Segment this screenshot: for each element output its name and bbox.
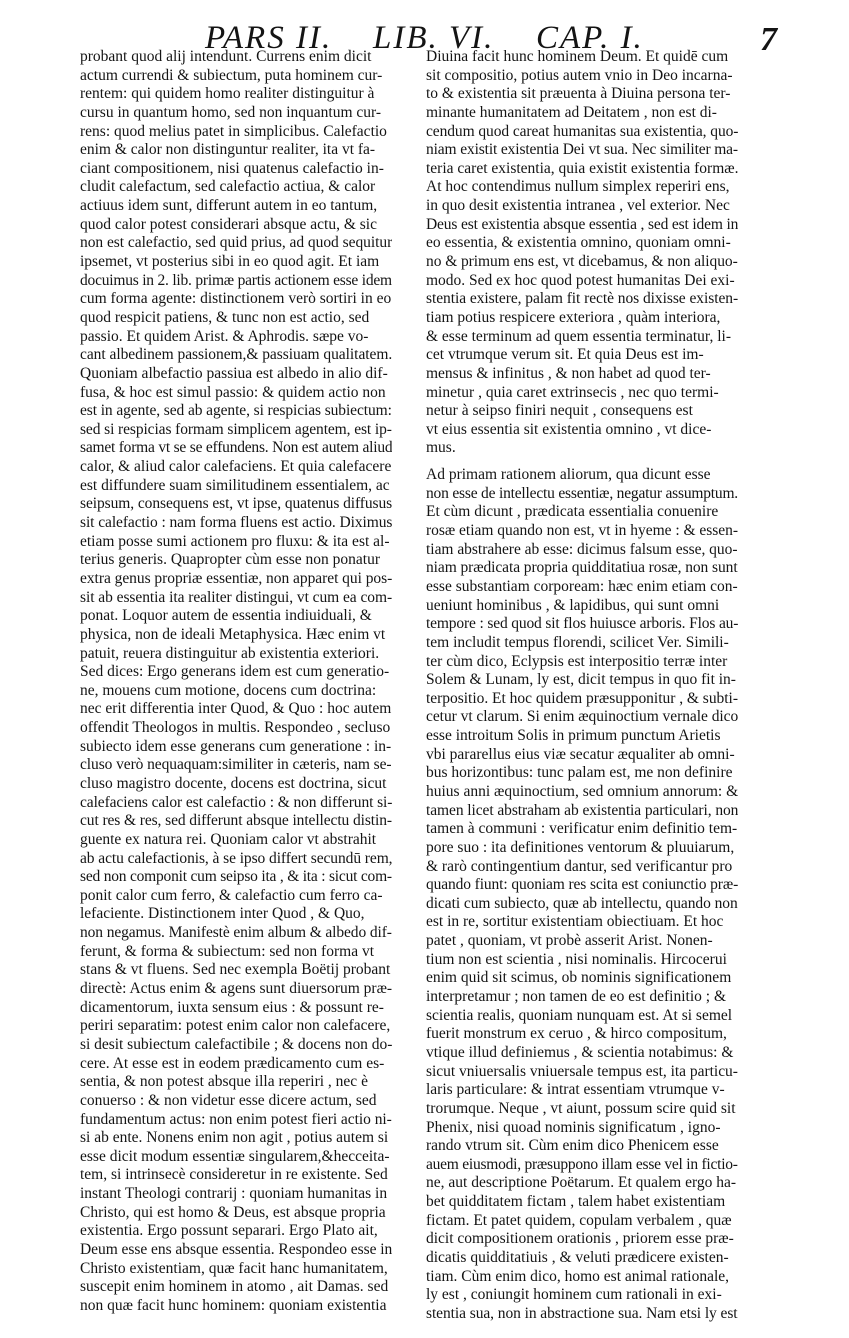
text-line: fictam. Et patet quidem, copulam verbalem , quæ (426, 1211, 732, 1229)
text-line: minante humanitatem ad Deitatem , non est di- (426, 103, 717, 121)
text-line: tempore : sed quod sit flos huiusce arboris. Flos au- (426, 615, 738, 633)
text-line: ciant compositionem, nisi quatenus calefactio in- (80, 159, 384, 177)
right-text-column (426, 48, 738, 1324)
text-line: non esse de intellectu essentiæ, negatur assumptum. (426, 484, 738, 502)
text-line: cut res & res, sed differunt absque intellectu distin- (80, 812, 392, 830)
text-line: laris particulare: & intrat essentiam vtrumque v- (426, 1081, 725, 1099)
text-line: cluso verò nequaquam:similiter in cæteris, nam se- (80, 756, 392, 774)
text-line: Ad primam rationem aliorum, qua dicunt esse (426, 466, 711, 484)
text-line: extra genus propriæ essentiæ, non apparet qui pos- (80, 569, 392, 587)
text-line: tiam potius respicere exteriora , quàm interiora, (426, 308, 721, 326)
text-line: cluso magistro docente, docens est doctrina, sicut (80, 774, 387, 792)
text-line: physica, non de ideali Metaphysica. Hæc enim vt (80, 625, 386, 643)
text-line: actiuus idem sunt, differunt autem in eo tantum, (80, 197, 378, 215)
text-line: ponit calor cum ferro, & calefactio cum ferro ca- (80, 886, 383, 904)
text-line: ferunt, & forma & subiectum: sed non forma vt (80, 942, 375, 960)
text-line: est diffundere suam similitudinem essentialem, ac (80, 476, 390, 494)
left-text-column (80, 48, 392, 1316)
text-line: cet vtrumque verum sit. Et quia Deus est im- (426, 346, 704, 364)
text-line: cludit calefactum, sed calefactio actiua, & calor (80, 178, 376, 196)
text-line: sed non componit cum seipso ita , & ita : sicut com- (80, 868, 392, 886)
text-line: in quo desit existentia intranea , vel exterior. Nec (426, 197, 730, 215)
text-line: auem eiusmodi, præsuppono illam esse vel in fictio- (426, 1155, 738, 1173)
text-line: tiam abstrahere ab esse: dicimus falsum esse, quo- (426, 540, 738, 558)
text-line: conuerso : & non videtur esse dicere actum, sed (80, 1091, 377, 1109)
text-line: subiecto idem esse generans cum generatione : in- (80, 737, 392, 755)
text-line: rens: quod melius patet in simplicibus. Calefactio (80, 122, 387, 140)
text-line: vbi pararellus eius viæ secatur æqualiter ab omni- (426, 745, 735, 763)
text-line: modo. Sed ex hoc quod potest humanitas Dei exi- (426, 271, 735, 289)
text-line: stans & vt fluens. Sed nec exempla Boëtij probant (80, 961, 391, 979)
text-line: guente ex natura rei. Quoniam calor vt abstrahit (80, 830, 377, 848)
text-line: tem includit tempus florendi, scilicet Ver. Simili- (426, 633, 729, 651)
text-line: Quoniam albefactio passiua est albedo in alio dif- (80, 364, 388, 382)
header-book: LIB. VI. (373, 20, 495, 56)
text-line: Christo, qui est homo & Deus, est absque propria (80, 1203, 386, 1221)
text-line: sit calefactio : nam forma fluens est actio. Diximus (80, 514, 392, 532)
text-line: enim & calor non distinguntur realiter, ita vt fa- (80, 141, 376, 159)
text-line: lefaciente. Distinctionem inter Quod , & Quo, (80, 905, 365, 923)
text-line: vtique illud definiemus , & scientia notabimus: & (426, 1043, 734, 1061)
text-line: calor, & aliud calor calefaciens. Et quia calefacere (80, 458, 392, 476)
text-line: interpretamur ; non tamen de eo est definitio ; & (426, 988, 727, 1006)
text-line: niam existit existentia Dei vt sua. Nec similiter ma- (426, 141, 738, 159)
text-line: suscepit enim hominem in atomo , ait Damas. sed (80, 1278, 389, 1296)
text-line: nec erit differentia inter Quod, & Quo : hoc autem (80, 700, 392, 718)
text-line: Christo existentiam, quæ facit hanc humanitatem, (80, 1259, 388, 1277)
text-line: patet , quoniam, vt probè asserit Arist. Nonen- (426, 932, 713, 950)
text-line: probant quod alij intendunt. Currens enim dicit (80, 48, 372, 65)
text-line: netur à seipso finiri nequit , consequens est (426, 402, 693, 420)
text-line: & rarò contingentium dantur, sed verificantur pro (426, 857, 733, 875)
text-line: pore suo : ita definitiones ventorum & pluuiarum, (426, 838, 735, 856)
text-line: sit ab essentia ita realiter distingui, vt cum ea com- (80, 588, 392, 606)
text-line: non est calefactio, sed quid prius, ad quod sequitur (80, 234, 392, 252)
text-line: enim quid sit scimus, ob nominis significationem (426, 969, 732, 987)
text-line: bus horizontibus: tunc palam est, me non definire (426, 764, 733, 782)
text-line: offendit Theologos in multis. Respondeo , secluso (80, 719, 391, 737)
text-line: fundamentum actus: non enim potest fieri actio ni- (80, 1110, 392, 1128)
text-line: eo essentia, & existentia omnino, quoniam omni- (426, 234, 731, 252)
page-number: 7 (760, 21, 777, 58)
text-line: Solem & Lunam, ly est, dicit tempus in quo fit in- (426, 671, 736, 689)
text-line: tamen licet abstraham ab existentia particulari, non (426, 801, 738, 819)
text-line: samet forma vt se se effundens. Non est autem aliud (80, 439, 392, 457)
text-line: sed si respicias formam simplicem agentem, est ip- (80, 420, 392, 438)
text-line: trorumque. Neque , vt aiunt, possum scire quid sit (426, 1099, 736, 1117)
text-line: cere. At esse est in eodem prædicamento cum es- (80, 1054, 385, 1072)
text-line: non negamus. Manifestè enim album & albedo dif- (80, 924, 392, 942)
text-line: ueniunt hominibus , & lapidibus, qui sunt omni (426, 596, 720, 614)
text-line: Diuina facit hunc hominem Deum. Et quidē cum (426, 48, 729, 65)
text-line: stentia sua, non in abstractione sua. Nam etsi ly est (426, 1304, 738, 1322)
text-line: dicatis quidditatiuis , & veluti prædicere existen- (426, 1249, 729, 1266)
text-line: non quæ facit hunc hominem: quoniam existentia (80, 1296, 387, 1314)
text-line: quod calor potest considerari absque actu, & sic (80, 215, 377, 233)
text-line: Phenix, nisi quoad nominis significatum , igno- (426, 1118, 721, 1136)
text-line: dicati cum subiecto, quæ ab intellectu, quando non (426, 894, 738, 912)
text-line: mus. (426, 439, 456, 457)
text-line: dicamentorum, iuxta sensum eius : & possunt re- (80, 998, 384, 1016)
text-line: sicut vniuersalis vniuersale tempus est, ita particu- (426, 1062, 738, 1080)
text-line: tamen à communi : verificatur enim definitio tem- (426, 820, 738, 838)
text-line: niam prædicata propria quidditatiua rosæ, non sunt (426, 559, 738, 577)
text-line: periri separatim: potest enim calor non calefacere, (80, 1017, 391, 1035)
text-line: cursu in quantum homo, sed non inquantum cur- (80, 103, 382, 121)
text-line: Deum esse ens absque essentia. Respondeo esse in (80, 1241, 392, 1258)
text-line: etiam posse sumi actionem pro fluxu: & ita est al- (80, 532, 390, 550)
text-line: docuimus in 2. lib. primæ partis actionem esse idem (80, 271, 392, 289)
text-line: esse dicit modum essentiæ singularem,&hecceita- (80, 1147, 390, 1165)
text-line: fuerit monstrum ex ceruo , & hirco compositum, (426, 1025, 727, 1043)
text-line: mensus & infinitus , & non habet ad quod ter- (426, 364, 711, 382)
text-line: Et cùm dicunt , prædicata essentialia conuenire (426, 503, 719, 521)
text-line: teria caret existentia, quia existit existentia formæ. (426, 159, 738, 177)
text-line: no & primum ens est, vt dicebamus, & non aliquo- (426, 253, 738, 271)
text-line: rosæ etiam quando non est, vt in hyeme : & essen- (426, 522, 738, 540)
text-line: est in agente, sed ab agente, si respicias subiectum: (80, 402, 392, 420)
text-line: actum currendi & subiectum, puta hominem cur- (80, 66, 383, 84)
text-line: vt eius essentia sit existentia omnino , vt dice- (426, 420, 712, 438)
text-line: & esse terminum ad quem essentia terminatur, li- (426, 327, 731, 345)
text-line: ab actu calefactionis, à se ipso differt secundū rem, (80, 849, 392, 867)
text-line: est in re, sortitur existentiam obiectiuam. Et hoc (426, 913, 724, 931)
text-line: dicit compositionem orationis , priorem esse præ- (426, 1230, 734, 1248)
text-line: ne, mouens cum motione, docens cum doctrina: (80, 681, 377, 699)
text-line: cum forma agente: distinctionem verò sortiri in eo (80, 290, 392, 308)
text-line: patuit, reuera distinguitur ab existentia exteriori. (80, 644, 380, 662)
text-line: fusa, & hoc est simul passio: & quidem actio non (80, 383, 386, 401)
header-part: PARS II. (205, 20, 333, 56)
text-line: to & existentia sit præuenta à Diuina persona ter- (426, 85, 731, 103)
text-line: Sed dices: Ergo generans idem est cum generatio- (80, 663, 390, 681)
text-line: terius generis. Quapropter cùm esse non ponatur (80, 551, 381, 569)
text-line: minetur , quia caret extrinsecis , nec quo termi- (426, 383, 719, 401)
text-line: calefaciens calor est calefactio : & non differunt si- (80, 793, 392, 811)
text-line: bet quidditatem fictam , talem habet existentiam (426, 1193, 726, 1211)
text-line: ne, aut descriptione Poëtarum. Et qualem ergo ha- (426, 1174, 737, 1192)
text-line: terpositio. Et hoc quidem præsupponitur , & subti- (426, 689, 738, 707)
text-line: directè: Actus enim & agens sunt diuersorum præ- (80, 980, 392, 998)
text-line: stentia existere, palam fit rectè nos dixisse existen- (426, 290, 738, 308)
text-line: sit compositio, potius autem vnio in Deo incarna- (426, 66, 733, 84)
text-line: ipsemet, vt posterius sibi in eo quod agit. Et iam (80, 253, 380, 271)
text-line: ter cùm dico, Eclypsis est interpositio terræ inter (426, 652, 728, 670)
text-line: tium non est scientia , nisi nominalis. Hircocerui (426, 950, 727, 968)
text-line: rando vtrum sit. Cùm enim dico Phenicem esse (426, 1137, 719, 1155)
text-line: rentem: qui quidem homo realiter distinguitur à (80, 85, 375, 103)
text-line: sentia, & non potest absque illa reperiri , nec è (80, 1073, 368, 1091)
text-line: huius anni æquinoctium, sed omnium annorum: & (426, 782, 738, 800)
text-line: passio. Et quidem Arist. & Aphrodis. sæpe vo- (80, 327, 369, 345)
text-line: existentia. Ergo possunt separari. Ergo Plato ait, (80, 1222, 378, 1240)
text-line: cetur vt clarum. Si enim æquinoctium vernale dico (426, 708, 738, 726)
text-line: scientia realis, quoniam nunquam est. At si semel (426, 1006, 733, 1024)
text-line: seipsum, consequens est, vt ipse, quatenus diffusus (80, 495, 392, 513)
text-line: si desit subiectum calefactibile ; & docens non do- (80, 1035, 392, 1053)
text-line: esse substantiam corpoream: hæc enim etiam con- (426, 577, 738, 595)
text-line: cant albedinem passionem,& passiuam qualitatem. (80, 346, 392, 364)
text-line: quando fiunt: quoniam res scita est coniunctio præ- (426, 876, 738, 894)
text-line: Deus est existentia absque essentia , sed est idem in (426, 215, 738, 233)
text-line: cendum quod careat humanitas sua existentia, quo- (426, 122, 738, 140)
text-line: si ab ente. Nonens enim non agit , potius autem si (80, 1129, 389, 1147)
header-chapter: CAP. I. (536, 20, 644, 56)
text-line: tem, si intrinsecè consideretur in re existente. Sed (80, 1166, 388, 1184)
text-line: quod respicit patiens, & tunc non est actio, sed (80, 308, 370, 326)
text-line: ponat. Loquor autem de essentia indiuiduali, & (80, 607, 372, 625)
text-line: At hoc contendimus nullum simplex reperiri ens, (426, 178, 730, 196)
text-line: esse introitum Solis in primum punctum Arietis (426, 727, 721, 745)
text-line: tiam. Cùm enim dico, homo est animal rationale, (426, 1267, 730, 1285)
text-line: instant Theologi contrarij : quoniam humanitas in (80, 1185, 388, 1203)
text-line: ly est , coniungit hominem cum rationali in exi- (426, 1286, 722, 1304)
